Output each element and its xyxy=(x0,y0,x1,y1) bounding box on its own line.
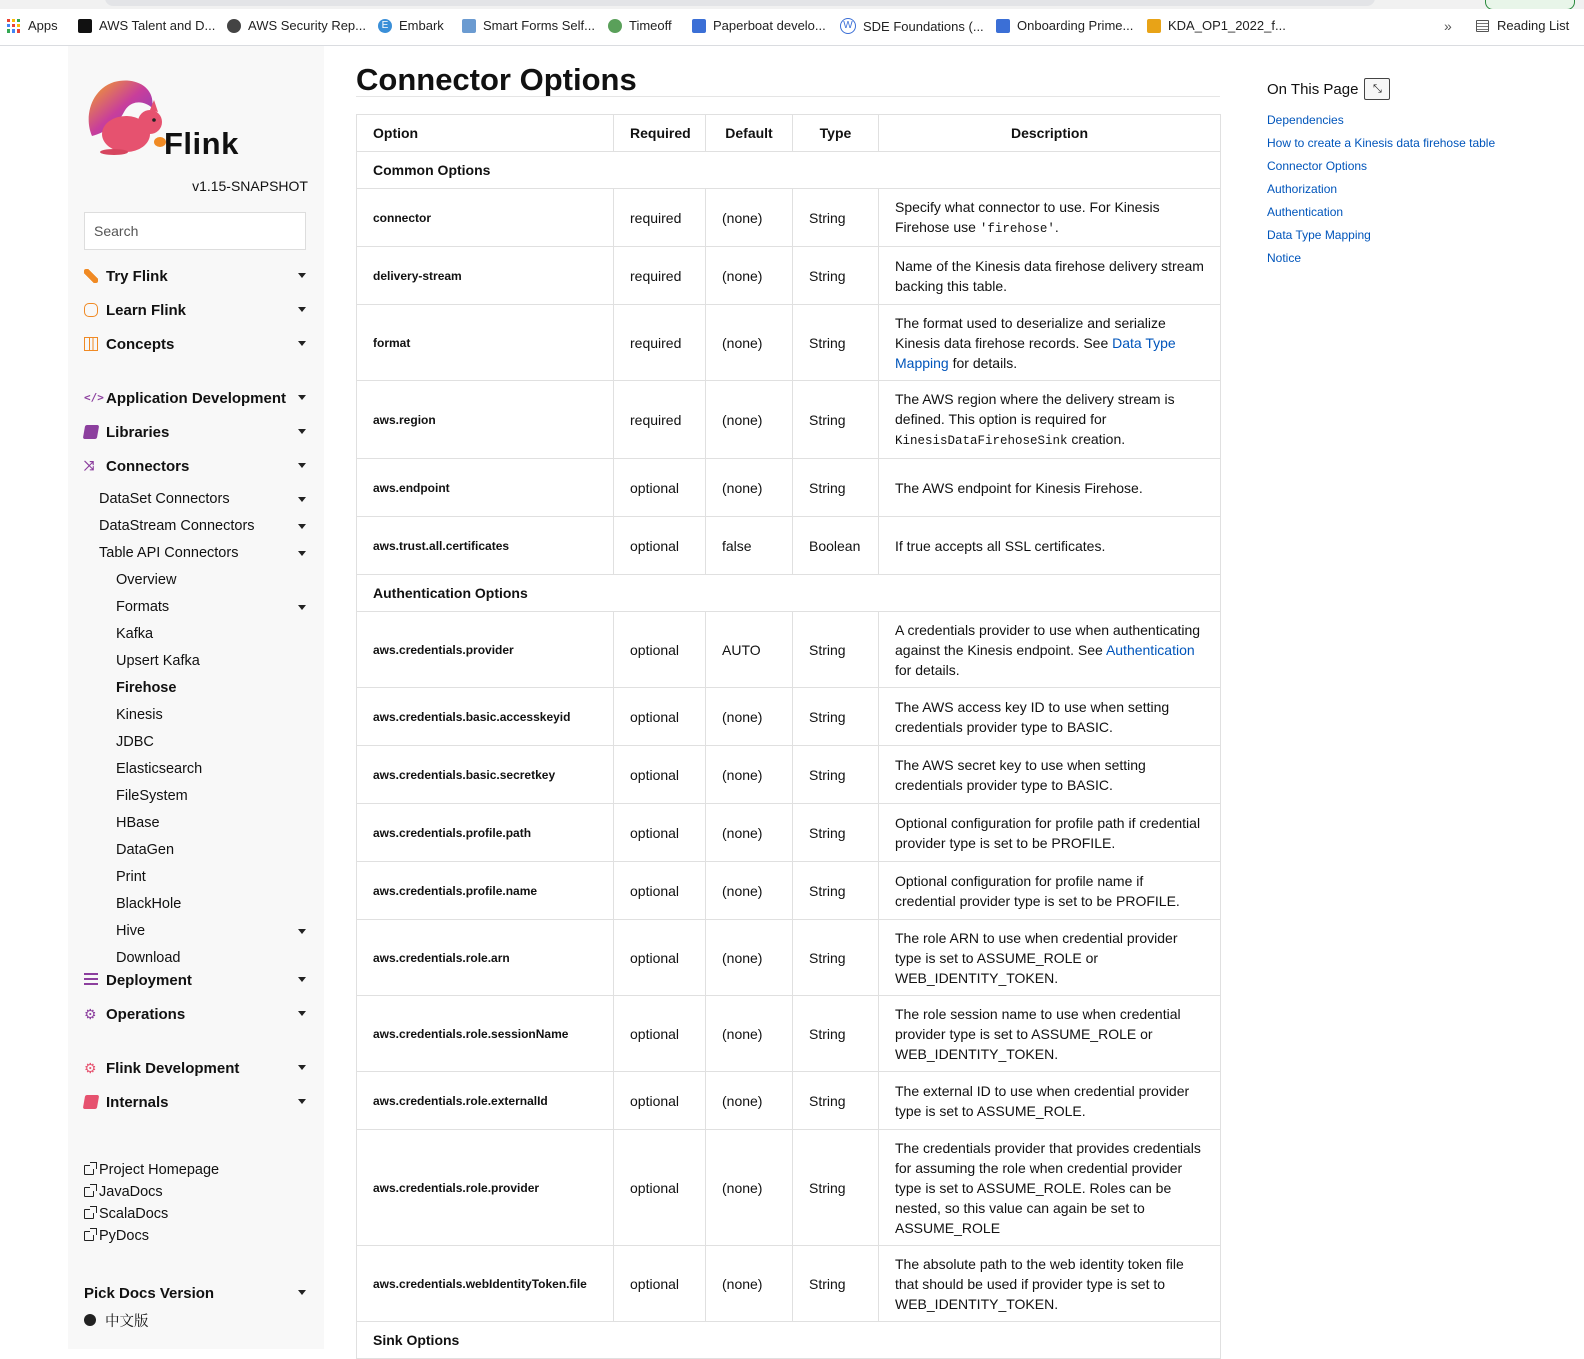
nav-label: Print xyxy=(116,869,146,885)
required-value: optional xyxy=(614,517,706,575)
title-divider xyxy=(356,96,1220,97)
description-text: The role session name to use when credential provider type is set to ASSUME_ROLE or WEB_IDENTITY_TOKEN. xyxy=(895,1005,1181,1062)
link-project-homepage[interactable] xyxy=(84,1160,219,1180)
bookmarks-bar xyxy=(0,9,1584,46)
inline-code: KinesisDataFirehoseSink xyxy=(895,433,1068,448)
nav-upsert-kafka[interactable] xyxy=(116,650,306,672)
required-value: optional xyxy=(614,1130,706,1246)
link-chinese-version[interactable] xyxy=(84,1310,149,1330)
nav-label: Internals xyxy=(106,1093,169,1111)
on-this-page xyxy=(1267,78,1497,273)
nav-kinesis[interactable] xyxy=(116,704,306,726)
option-name: aws.region xyxy=(357,381,614,459)
required-value: optional xyxy=(614,746,706,804)
table-row xyxy=(357,612,1221,688)
link-label: PyDocs xyxy=(99,1228,149,1244)
description-text: A credentials provider to use when authenticating against the Kinesis endpoint. See xyxy=(895,621,1201,658)
table-row xyxy=(357,459,1221,517)
nav-label: Kinesis xyxy=(116,707,163,723)
type-value: String xyxy=(793,305,879,381)
flink-squirrel-icon xyxy=(84,78,174,158)
description xyxy=(879,381,1221,459)
nav-label: Download xyxy=(116,950,181,966)
caret-down-icon[interactable] xyxy=(298,497,306,502)
nav-label: DataSet Connectors xyxy=(99,491,230,507)
nav-internals[interactable] xyxy=(84,1090,306,1114)
smart-forms-icon xyxy=(462,19,476,33)
description-text: The external ID to use when credential provider type is set to ASSUME_ROLE. xyxy=(895,1082,1190,1119)
book-icon xyxy=(83,425,99,439)
globe-icon xyxy=(227,19,241,33)
bookmark-label: Paperboat develo... xyxy=(713,18,826,33)
header-type: Type xyxy=(793,115,879,152)
section-heading: Common Options xyxy=(357,152,1221,189)
table-body xyxy=(357,152,1221,1359)
description-text: The format used to deserialize and serialize Kinesis data firehose records. See xyxy=(895,314,1166,351)
option-name: aws.credentials.webIdentityToken.file xyxy=(357,1246,614,1322)
nav-print[interactable] xyxy=(116,866,306,888)
toc-link-data-type-mapping[interactable]: Data Type Mapping xyxy=(1267,228,1371,242)
default-value: (none) xyxy=(706,1130,793,1246)
required-value: required xyxy=(614,247,706,305)
description xyxy=(879,688,1221,746)
type-value: String xyxy=(793,862,879,920)
caret-down-icon[interactable] xyxy=(298,524,306,529)
default-value: (none) xyxy=(706,305,793,381)
description-text: Specify what connector to use. For Kinesis Firehose use xyxy=(895,198,1160,235)
type-value: String xyxy=(793,189,879,247)
description xyxy=(879,1246,1221,1322)
code-icon: </> xyxy=(84,391,104,404)
description xyxy=(879,612,1221,688)
option-name: aws.credentials.role.sessionName xyxy=(357,996,614,1072)
table-row xyxy=(357,305,1221,381)
default-value: (none) xyxy=(706,247,793,305)
nav-learn-flink[interactable] xyxy=(84,298,306,322)
kda-icon xyxy=(1147,19,1161,33)
option-name: aws.credentials.role.arn xyxy=(357,920,614,996)
description xyxy=(879,920,1221,996)
sidebar xyxy=(68,46,324,1349)
type-value: String xyxy=(793,1130,879,1246)
link-javadocs[interactable] xyxy=(84,1182,163,1202)
paperboat-icon xyxy=(692,19,706,33)
default-value: (none) xyxy=(706,1072,793,1130)
nav-label: Elasticsearch xyxy=(116,761,203,777)
caret-down-icon[interactable] xyxy=(298,1099,306,1104)
reading-list-icon xyxy=(1476,20,1489,32)
bookmark-timeoff[interactable] xyxy=(608,18,672,33)
description-text: creation. xyxy=(1067,430,1126,447)
nav-label: Table API Connectors xyxy=(99,545,239,561)
nav-label: DataGen xyxy=(116,842,175,858)
nav-label: JDBC xyxy=(116,734,154,750)
nav-table-api-connectors[interactable] xyxy=(99,542,306,564)
bookmark-onboarding[interactable] xyxy=(996,18,1133,33)
nav-concepts[interactable] xyxy=(84,332,306,356)
description xyxy=(879,862,1221,920)
nav-filesystem[interactable] xyxy=(116,785,306,807)
bookmarks-overflow-button[interactable]: » xyxy=(1444,18,1452,34)
link-label: ScalaDocs xyxy=(99,1206,169,1222)
sliders-icon xyxy=(84,973,98,987)
description-text: Optional configuration for profile path if credential provider type is set to be PROFILE. xyxy=(895,814,1201,851)
required-value: required xyxy=(614,381,706,459)
nav-dataset-connectors[interactable] xyxy=(99,488,306,510)
table-row xyxy=(357,746,1221,804)
link-label: JavaDocs xyxy=(99,1184,163,1200)
toc-link-connector-options[interactable]: Connector Options xyxy=(1267,159,1368,173)
nav-pick-docs-version[interactable] xyxy=(84,1281,306,1305)
bookmark-apps[interactable] xyxy=(7,18,58,33)
search-input[interactable] xyxy=(84,212,306,250)
nav-label: DataStream Connectors xyxy=(99,518,255,534)
type-value: String xyxy=(793,746,879,804)
description-text: The AWS endpoint for Kinesis Firehose. xyxy=(895,479,1143,496)
required-value: optional xyxy=(614,920,706,996)
aws-talent-icon xyxy=(78,19,92,33)
description-text: . xyxy=(1054,218,1059,235)
type-value: String xyxy=(793,804,879,862)
cogs-icon: ⚙ xyxy=(84,1060,97,1076)
table-row xyxy=(357,517,1221,575)
palm-tree-icon xyxy=(608,19,622,33)
caret-down-icon[interactable] xyxy=(298,605,306,610)
bookmark-sde-foundations[interactable] xyxy=(840,18,984,34)
bookmark-label: AWS Talent and D... xyxy=(99,18,216,33)
description xyxy=(879,1130,1221,1246)
nav-operations[interactable] xyxy=(84,1002,306,1026)
toc-link-dependencies[interactable]: Dependencies xyxy=(1267,113,1344,127)
header-required: Required xyxy=(614,115,706,152)
option-name: aws.credentials.basic.secretkey xyxy=(357,746,614,804)
bookmark-label: Timeoff xyxy=(629,18,672,33)
section-heading: Authentication Options xyxy=(357,575,1221,612)
table-row xyxy=(357,920,1221,996)
nav-label: Concepts xyxy=(106,335,175,353)
header-description: Description xyxy=(879,115,1221,152)
nav-label: Application Development xyxy=(106,389,287,407)
type-value: String xyxy=(793,1246,879,1322)
description xyxy=(879,247,1221,305)
option-name: connector xyxy=(357,189,614,247)
nav-label: Kafka xyxy=(116,626,154,642)
globe-icon xyxy=(84,1314,96,1326)
bookmark-label: AWS Security Rep... xyxy=(248,18,366,33)
default-value: (none) xyxy=(706,688,793,746)
bookmark-smart-forms[interactable] xyxy=(462,18,595,33)
link-label: 中文版 xyxy=(105,1313,149,1330)
compress-icon: ⤡ xyxy=(1373,82,1382,95)
bookmark-embark[interactable] xyxy=(378,18,444,33)
caret-down-icon[interactable] xyxy=(298,551,306,556)
header-option: Option xyxy=(357,115,614,152)
nav-label: Pick Docs Version xyxy=(84,1284,215,1302)
nav-jdbc[interactable] xyxy=(116,731,306,753)
caret-down-icon[interactable] xyxy=(298,341,306,346)
bookmark-label: Embark xyxy=(399,18,444,33)
table-row xyxy=(357,1246,1221,1322)
external-link-icon xyxy=(84,1165,94,1175)
inline-code: 'firehose' xyxy=(979,221,1055,236)
collapse-toc-button[interactable] xyxy=(1364,78,1390,100)
nav-label: Firehose xyxy=(116,680,177,696)
nav-label: Libraries xyxy=(106,423,170,441)
description xyxy=(879,1072,1221,1130)
page-title: Connector Options xyxy=(356,62,637,97)
caret-down-icon[interactable] xyxy=(298,1065,306,1070)
option-name: format xyxy=(357,305,614,381)
description-text: If true accepts all SSL certificates. xyxy=(895,537,1106,554)
external-link-icon xyxy=(84,1231,94,1241)
option-name: aws.credentials.basic.accesskeyid xyxy=(357,688,614,746)
default-value: (none) xyxy=(706,189,793,247)
description-text: The credentials provider that provides credentials for assuming the role when credential provider type is set to ASSUME_ROLE. Roles can be nested, so this value can again be set to ASSUME_ROLE xyxy=(895,1139,1201,1236)
caret-down-icon[interactable] xyxy=(298,307,306,312)
option-name: aws.credentials.profile.path xyxy=(357,804,614,862)
required-value: optional xyxy=(614,862,706,920)
table-row xyxy=(357,804,1221,862)
required-value: optional xyxy=(614,804,706,862)
nav-deployment[interactable] xyxy=(84,968,306,992)
section-authentication-options xyxy=(357,575,1221,612)
required-value: optional xyxy=(614,688,706,746)
description xyxy=(879,459,1221,517)
bookmark-label: SDE Foundations (... xyxy=(863,18,984,34)
address-bar[interactable] xyxy=(105,0,1375,6)
description-link[interactable]: Authentication xyxy=(1105,641,1195,658)
description-text: The role ARN to use when credential provider type is set to ASSUME_ROLE or WEB_IDENTITY_TOKEN. xyxy=(895,929,1178,986)
table-header-row xyxy=(357,115,1221,152)
table-row xyxy=(357,189,1221,247)
toc-header xyxy=(1267,78,1497,100)
toc-link-notice[interactable]: Notice xyxy=(1267,251,1302,265)
nav-label: Connectors xyxy=(106,457,190,475)
nav-download[interactable] xyxy=(116,947,306,969)
nav-elasticsearch[interactable] xyxy=(116,758,306,780)
type-value: String xyxy=(793,996,879,1072)
description xyxy=(879,517,1221,575)
nav-label: Overview xyxy=(116,572,177,588)
nav-label: Upsert Kafka xyxy=(116,653,200,669)
default-value: (none) xyxy=(706,381,793,459)
hand-icon xyxy=(84,303,98,317)
browser-toolbar-remnant xyxy=(0,0,1584,9)
reading-list-button[interactable] xyxy=(1476,18,1569,33)
option-name: aws.endpoint xyxy=(357,459,614,517)
caret-down-icon[interactable] xyxy=(298,273,306,278)
description xyxy=(879,305,1221,381)
nav-label: Hive xyxy=(116,923,146,939)
onboarding-icon xyxy=(996,19,1010,33)
version-label: v1.15-SNAPSHOT xyxy=(192,178,308,194)
required-value: optional xyxy=(614,996,706,1072)
description-text: for details. xyxy=(948,354,1018,371)
description-text: The AWS secret key to use when setting credentials provider type to BASIC. xyxy=(895,756,1146,793)
apps-grid-icon xyxy=(7,19,21,33)
bookmark-label: Apps xyxy=(28,18,58,33)
table-row xyxy=(357,996,1221,1072)
caret-down-icon[interactable] xyxy=(298,395,306,400)
nav-datagen[interactable] xyxy=(116,839,306,861)
book-icon xyxy=(83,1095,99,1109)
caret-down-icon[interactable] xyxy=(298,977,306,982)
bookmark-paperboat[interactable] xyxy=(692,18,826,33)
caret-down-icon[interactable] xyxy=(298,929,306,934)
nav-label: Try Flink xyxy=(106,267,168,285)
nav-label: FileSystem xyxy=(116,788,188,804)
bookmark-label: KDA_OP1_2022_f... xyxy=(1168,18,1286,33)
nav-hive[interactable] xyxy=(116,920,306,942)
external-link-icon xyxy=(84,1209,94,1219)
nav-application-development[interactable] xyxy=(84,386,306,410)
map-icon xyxy=(84,337,98,351)
bookmark-label: Smart Forms Self... xyxy=(483,18,595,33)
default-value: (none) xyxy=(706,1246,793,1322)
header-default: Default xyxy=(706,115,793,152)
description-link[interactable]: Data Type Mapping xyxy=(895,334,1176,371)
nav-label: Flink Development xyxy=(106,1059,240,1077)
type-value: String xyxy=(793,688,879,746)
nav-flink-development[interactable] xyxy=(84,1056,306,1080)
caret-down-icon[interactable] xyxy=(298,1011,306,1016)
default-value: AUTO xyxy=(706,612,793,688)
nav-connectors[interactable] xyxy=(84,454,306,478)
type-value: String xyxy=(793,1072,879,1130)
description-text: Name of the Kinesis data firehose delivery stream backing this table. xyxy=(895,257,1204,294)
default-value: (none) xyxy=(706,804,793,862)
toc-link-authorization[interactable]: Authorization xyxy=(1267,182,1338,196)
description xyxy=(879,746,1221,804)
nav-label: HBase xyxy=(116,815,160,831)
description-text: for details. xyxy=(895,661,960,678)
section-common-options xyxy=(357,152,1221,189)
toc-link-create-table[interactable]: How to create a Kinesis data firehose table xyxy=(1267,136,1496,150)
option-name: aws.credentials.role.provider xyxy=(357,1130,614,1246)
toc-title: On This Page xyxy=(1267,80,1359,98)
nav-overview[interactable] xyxy=(116,569,306,591)
type-value: String xyxy=(793,381,879,459)
wiki-icon: W xyxy=(840,18,856,34)
required-value: required xyxy=(614,305,706,381)
type-value: String xyxy=(793,459,879,517)
table-row xyxy=(357,688,1221,746)
caret-down-icon[interactable] xyxy=(298,429,306,434)
nav-label: Formats xyxy=(116,599,170,615)
option-name: aws.trust.all.certificates xyxy=(357,517,614,575)
nav-label: BlackHole xyxy=(116,896,182,912)
flink-logo[interactable] xyxy=(84,78,244,161)
description xyxy=(879,189,1221,247)
embark-icon: E xyxy=(378,19,392,33)
nav-libraries[interactable] xyxy=(84,420,306,444)
nav-hbase[interactable] xyxy=(116,812,306,834)
nav-blackhole[interactable] xyxy=(116,893,306,915)
default-value: (none) xyxy=(706,862,793,920)
description-text: The AWS region where the delivery stream is defined. This option is required for xyxy=(895,390,1175,427)
default-value: (none) xyxy=(706,996,793,1072)
type-value: String xyxy=(793,612,879,688)
option-name: aws.credentials.role.externalId xyxy=(357,1072,614,1130)
logo-wordmark: Flink xyxy=(164,126,239,161)
nav-kafka[interactable] xyxy=(116,623,306,645)
reading-list-label: Reading List xyxy=(1497,18,1570,33)
profile-button[interactable] xyxy=(1485,0,1575,9)
toc-link-authentication[interactable]: Authentication xyxy=(1267,205,1344,219)
link-pydocs[interactable] xyxy=(84,1226,149,1246)
nav-try-flink[interactable] xyxy=(84,264,306,288)
caret-down-icon[interactable] xyxy=(298,1290,306,1295)
description xyxy=(879,804,1221,862)
bookmark-label: Onboarding Prime... xyxy=(1017,18,1134,33)
nav-datastream-connectors[interactable] xyxy=(99,515,306,537)
description xyxy=(879,996,1221,1072)
description-text: The AWS access key ID to use when setting credentials provider type to BASIC. xyxy=(895,698,1170,735)
type-value: String xyxy=(793,920,879,996)
table-row xyxy=(357,1072,1221,1130)
shuffle-icon: ⤨ xyxy=(84,458,95,473)
default-value: (none) xyxy=(706,746,793,804)
section-heading: Sink Options xyxy=(357,1322,1221,1359)
option-name: aws.credentials.profile.name xyxy=(357,862,614,920)
required-value: optional xyxy=(614,459,706,517)
required-value: optional xyxy=(614,1246,706,1322)
table-row xyxy=(357,1130,1221,1246)
required-value: optional xyxy=(614,1072,706,1130)
bookmark-aws-talent[interactable] xyxy=(78,18,215,33)
section-sink-options xyxy=(357,1322,1221,1359)
nav-firehose[interactable] xyxy=(116,677,306,699)
external-link-icon xyxy=(84,1187,94,1197)
caret-down-icon[interactable] xyxy=(298,463,306,468)
gears-icon: ⚙ xyxy=(84,1006,97,1022)
link-label: Project Homepage xyxy=(99,1162,220,1178)
table-row xyxy=(357,247,1221,305)
default-value: (none) xyxy=(706,459,793,517)
table-row xyxy=(357,381,1221,459)
option-name: delivery-stream xyxy=(357,247,614,305)
nav-label: Operations xyxy=(106,1005,186,1023)
bookmark-kda[interactable] xyxy=(1147,18,1286,33)
type-value: String xyxy=(793,247,879,305)
link-scaladocs[interactable] xyxy=(84,1204,168,1224)
nav-label: Learn Flink xyxy=(106,301,187,319)
default-value: false xyxy=(706,517,793,575)
type-value: Boolean xyxy=(793,517,879,575)
description-text: Optional configuration for profile name if credential provider type is set to be PROFILE. xyxy=(895,872,1180,909)
connector-options-table xyxy=(356,114,1221,1359)
required-value: required xyxy=(614,189,706,247)
description-text: The absolute path to the web identity token file that should be used if provider type is set to WEB_IDENTITY_TOKEN. xyxy=(895,1255,1184,1312)
nav-formats[interactable] xyxy=(116,596,306,618)
bookmark-aws-security[interactable] xyxy=(227,18,366,33)
nav-label: Deployment xyxy=(106,971,192,989)
required-value: optional xyxy=(614,612,706,688)
table-row xyxy=(357,862,1221,920)
default-value: (none) xyxy=(706,920,793,996)
rocket-icon xyxy=(84,269,98,283)
option-name: aws.credentials.provider xyxy=(357,612,614,688)
